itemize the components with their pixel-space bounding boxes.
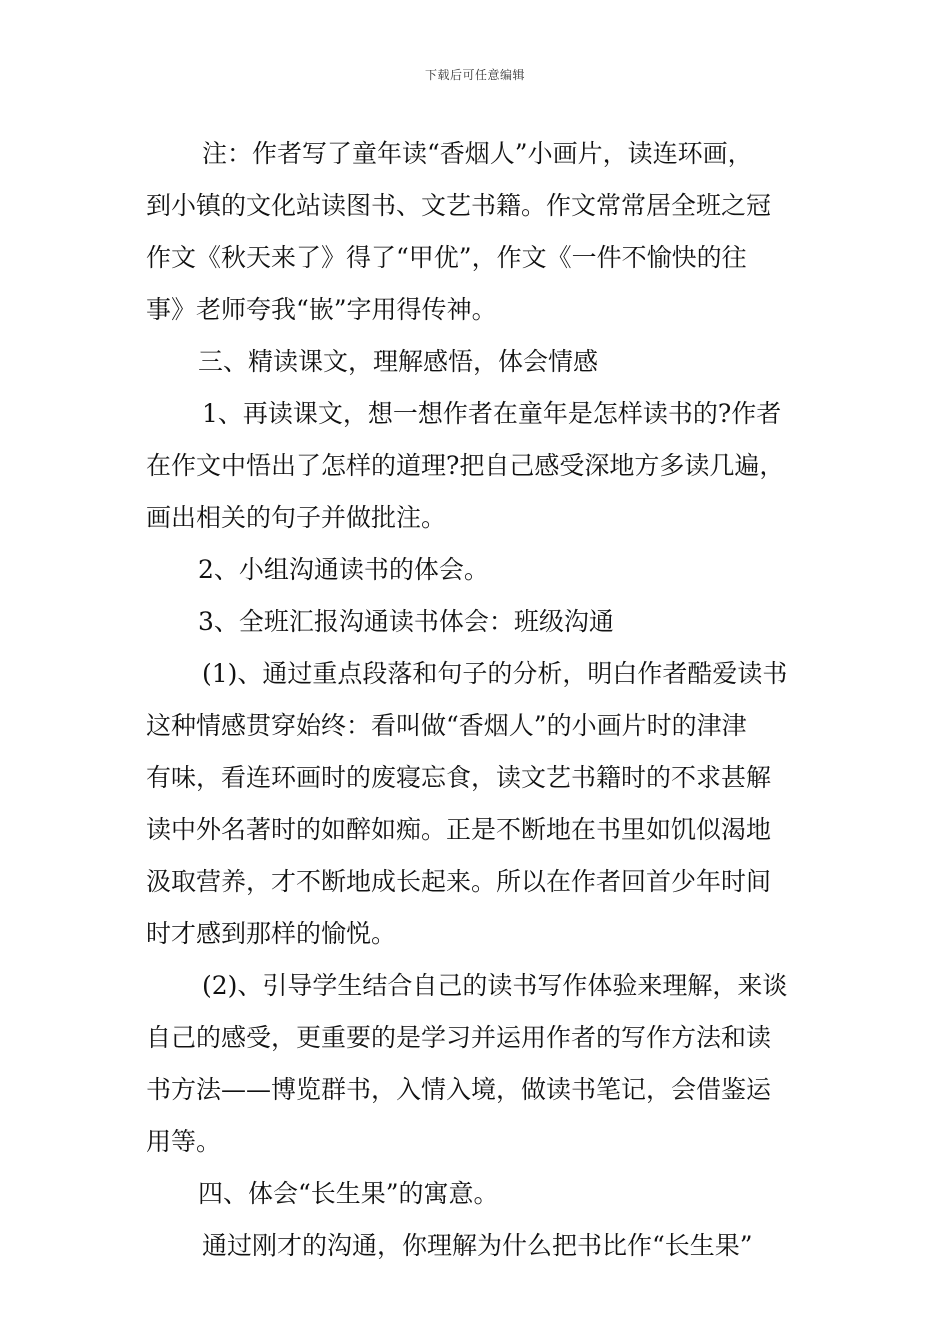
text-line: 汲取营养，才不断地成长起来。所以在作者回首少年时间 bbox=[146, 867, 772, 896]
text-line: 作文《秋天来了》得了“甲优”，作文《一件不愉快的往 bbox=[146, 243, 747, 272]
text-line: 事》老师夸我“嵌”字用得传神。 bbox=[146, 295, 497, 324]
text-line: 1、再读课文，想一想作者在童年是怎样读书的?作者 bbox=[202, 399, 782, 428]
section-heading: 四、体会“长生果”的寓意。 bbox=[198, 1179, 499, 1208]
text-line: 读中外名著时的如醉如痴。正是不断地在书里如饥似渴地 bbox=[146, 815, 772, 844]
text-line: 这种情感贯穿始终：看叫做“香烟人”的小画片时的津津 bbox=[146, 711, 747, 740]
text-line: 注：作者写了童年读“香烟人”小画片，读连环画， bbox=[202, 139, 753, 168]
text-line: 有味，看连环画时的废寝忘食，读文艺书籍时的不求甚解 bbox=[146, 763, 772, 792]
text-line: 用等。 bbox=[146, 1127, 222, 1156]
text-line: 画出相关的句子并做批注。 bbox=[146, 503, 447, 532]
text-line: 到小镇的文化站读图书、文艺书籍。作文常常居全班之冠 bbox=[146, 191, 772, 220]
text-line: 2、小组沟通读书的体会。 bbox=[198, 555, 489, 584]
text-line: 自己的感受，更重要的是学习并运用作者的写作方法和读 bbox=[146, 1023, 772, 1052]
document-body bbox=[146, 128, 811, 1272]
text-line: 书方法——博览群书，入情入境，做读书笔记，会借鉴运 bbox=[146, 1075, 772, 1104]
text-line: (1)、通过重点段落和句子的分析，明白作者酷爱读书 bbox=[202, 659, 788, 688]
section-heading: 三、精读课文，理解感悟，体会情感 bbox=[198, 347, 599, 376]
text-line: 通过刚才的沟通，你理解为什么把书比作“长生果” bbox=[202, 1231, 753, 1260]
text-line: (2)、引导学生结合自己的读书写作体验来理解，来谈 bbox=[202, 971, 788, 1000]
text-line: 时才感到那样的愉悦。 bbox=[146, 919, 397, 948]
text-line: 在作文中悟出了怎样的道理?把自己感受深地方多读几遍， bbox=[146, 451, 785, 480]
page-header-note: 下载后可任意编辑 bbox=[424, 68, 525, 82]
text-line: 3、全班汇报沟通读书体会：班级沟通 bbox=[198, 607, 614, 636]
